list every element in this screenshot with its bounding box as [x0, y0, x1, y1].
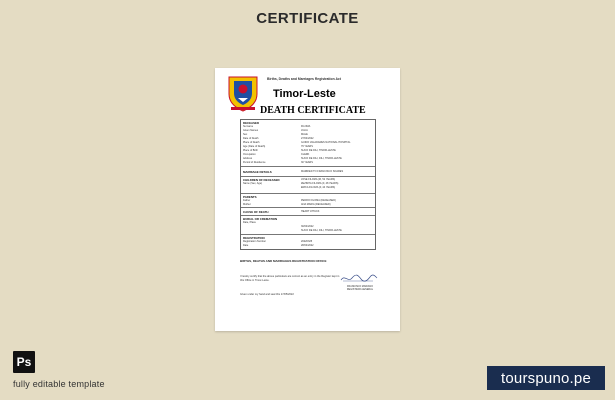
signatory-name: FRANCISCO MARIANO REGISTRAR-GENERAL: [346, 285, 374, 291]
section-heading: DECEASED: [243, 121, 260, 125]
field-label: Father: [243, 199, 251, 202]
field-value: SUCO DE DILI, TIMOR-LESTE: [301, 149, 336, 152]
field-value: 28/04/2022: [301, 244, 314, 247]
field-label: Place of Death: [243, 141, 260, 144]
field-value: CLERK: [301, 153, 310, 156]
field-value: HEART ATTACK: [301, 210, 320, 213]
registry-title: Births, Deaths and Marriages Registration Act: [267, 77, 341, 81]
field-label: Sex: [243, 133, 248, 136]
page-title: CERTIFICATE: [256, 10, 359, 27]
registration-office: BIRTHS, DEATHS AND MARRIAGES REGISTRATION OFFICE: [240, 259, 327, 263]
field-value: 76 YEARS: [301, 145, 313, 148]
field-label: Surname: [243, 125, 254, 128]
field-value: PEDRO FILOMA (DECEASED): [301, 199, 336, 202]
field-value: MARRIED TO FRANCISCO SOARES: [301, 170, 344, 173]
signature-icon: [339, 272, 379, 284]
certificate-title: DEATH CERTIFICATE: [260, 105, 366, 116]
field-label: Given Names: [243, 129, 259, 132]
section-heading: MARRIAGE DETAILS: [243, 170, 272, 174]
section-registration: [241, 235, 375, 250]
field-value: ZEZINHA FILOMA (F, 48 YEARS): [301, 182, 339, 185]
field-value: 20220325: [301, 240, 313, 243]
certificate-document: [215, 68, 400, 331]
section-cause: [241, 208, 375, 216]
field-value: SUCO DE DILI, DILI, TIMOR-LESTE: [301, 229, 342, 232]
field-value: FILOMA: [301, 125, 311, 128]
field-label: Period of Residence: [243, 161, 266, 164]
section-heading: PARENTS: [243, 195, 257, 199]
field-value: JULIA: [301, 129, 308, 132]
field-value: JOSE FILOMA (M, 52 YEARS): [301, 178, 336, 181]
certificate-table: [240, 119, 376, 250]
field-value: ANA MARIA (DECEASED): [301, 203, 331, 206]
section-heading: CAUSE OF DEATH: [243, 210, 269, 214]
field-label: Age (Date of Death): [243, 145, 266, 148]
field-value: 27/04/2022: [301, 137, 314, 140]
section-deceased: [241, 120, 375, 167]
brand-logo[interactable]: tourspuno.pe: [487, 366, 605, 390]
section-marriage: [241, 167, 375, 177]
field-label: Date of Death: [243, 137, 259, 140]
field-label: Address: [243, 157, 253, 160]
section-heading: REGISTRATION: [243, 236, 265, 240]
field-value: SUCO DE DILI, DILI, TIMOR-LESTE: [301, 157, 342, 160]
section-heading: CHILDREN OF DECEASED: [243, 178, 280, 182]
field-value: GUIDO VALADARES NATIONAL HOSPITAL: [301, 141, 351, 144]
field-label: Date, Place: [243, 221, 256, 224]
field-value: MALE: [301, 133, 308, 136]
field-value: 30/04/2022: [301, 225, 314, 228]
issued-text: Given under my hand and seal this 17/05/2022: [240, 293, 294, 296]
field-label: Place of Birth: [243, 149, 258, 152]
photoshop-icon: Ps: [13, 351, 35, 373]
section-burial: [241, 216, 375, 235]
field-label: Mother: [243, 203, 251, 206]
field-label: Date: [243, 244, 249, 247]
field-label: Name (Sex, Age): [243, 182, 263, 185]
editable-template-label: fully editable template: [13, 379, 105, 389]
coat-of-arms-icon: [226, 74, 260, 112]
field-value: 30 YEARS: [301, 161, 313, 164]
country-name: Timor-Leste: [273, 88, 336, 100]
field-label: Registration Number: [243, 240, 266, 243]
certification-text: I hereby certify that the above particulars are correct as an entry in the Register kept in this Office in Timor-Leste.: [240, 275, 340, 282]
section-children: [241, 177, 375, 194]
field-label: Occupation: [243, 153, 256, 156]
field-value: ERIKA FILOMA (F, 44 YEARS): [301, 186, 336, 189]
section-parents: [241, 194, 375, 208]
section-heading: BURIAL OR CREMATION: [243, 217, 278, 221]
